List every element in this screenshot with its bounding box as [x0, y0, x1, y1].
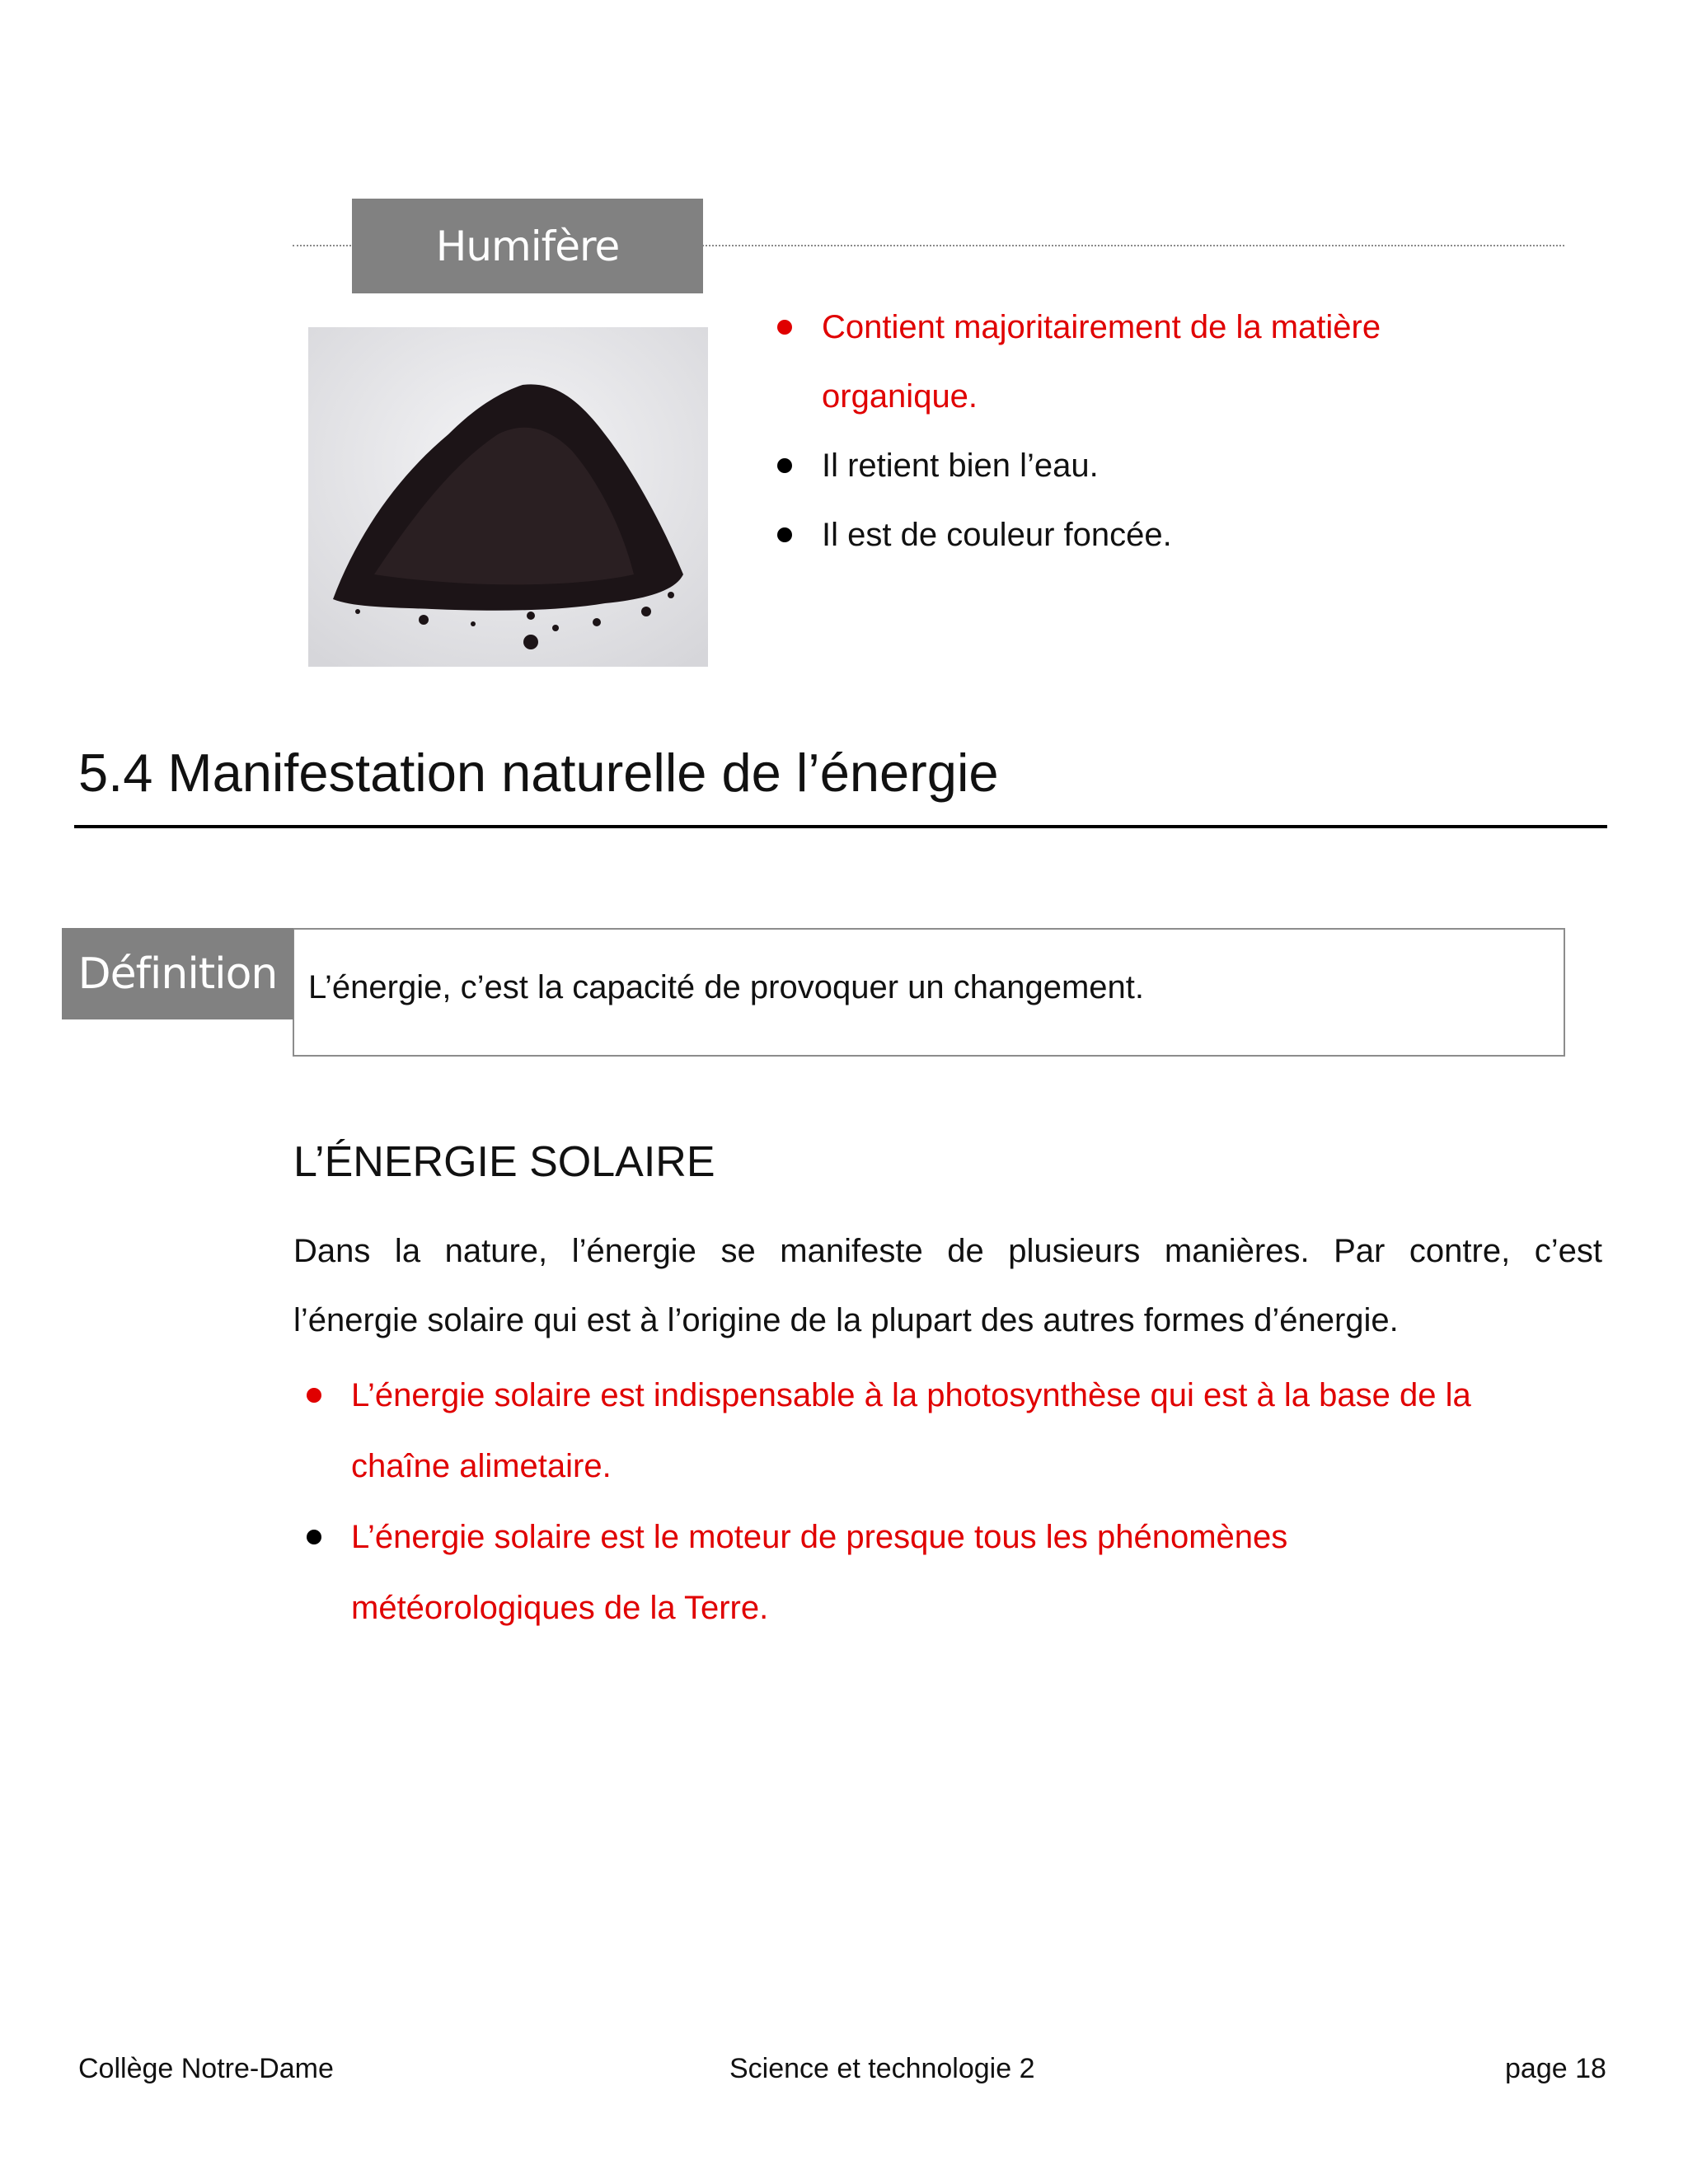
footer-page-number: page 18	[1505, 2053, 1606, 2084]
list-item	[771, 500, 1562, 569]
list-item-text-continued: chaîne alimetaire.	[351, 1448, 612, 1484]
list-item-text: Il est de couleur foncée.	[822, 517, 1172, 553]
list-item-text-continued: organique.	[822, 378, 978, 415]
paragraph-line: Dans la nature, l’énergie se manifeste de plusieurs manières. Par contre, c’est	[293, 1233, 1602, 1269]
subsection-title: L’ÉNERGIE SOLAIRE	[293, 1138, 715, 1186]
list-item-text: Il retient bien l’eau.	[822, 448, 1099, 484]
humifere-label: Humifère	[352, 199, 703, 293]
list-item-text: L’énergie solaire est indispensable à la photosynthèse qui est à la base de la	[351, 1377, 1471, 1413]
paragraph-line: l’énergie solaire qui est à l’origine de la plupart des autres formes d’énergie.	[293, 1302, 1399, 1338]
definition-text: L’énergie, c’est la capacité de provoquer un changement.	[308, 969, 1145, 1005]
paragraph	[293, 1216, 1602, 1355]
soil-photo	[308, 327, 708, 667]
list-item	[771, 293, 1562, 431]
bullet-icon	[777, 527, 792, 542]
solar-energy-list	[293, 1360, 1604, 1643]
bullet-icon	[777, 320, 792, 335]
list-item-text: Contient majoritairement de la matière	[822, 309, 1381, 345]
definition-label: Définition	[62, 928, 293, 1019]
humifere-properties-list	[771, 293, 1562, 569]
bullet-icon	[777, 458, 792, 473]
list-item-text: L’énergie solaire est le moteur de presque tous les phénomènes	[351, 1519, 1288, 1555]
bullet-icon	[307, 1388, 321, 1403]
section-divider	[74, 825, 1607, 828]
list-item	[771, 431, 1562, 500]
footer-school: Collège Notre-Dame	[78, 2053, 334, 2084]
bullet-icon	[307, 1530, 321, 1544]
footer-course: Science et technologie 2	[729, 2053, 1035, 2084]
list-item	[293, 1360, 1604, 1502]
section-title: 5.4 Manifestation naturelle de l’énergie	[78, 743, 999, 803]
list-item	[293, 1502, 1604, 1643]
list-item-text-continued: météorologiques de la Terre.	[351, 1590, 769, 1626]
